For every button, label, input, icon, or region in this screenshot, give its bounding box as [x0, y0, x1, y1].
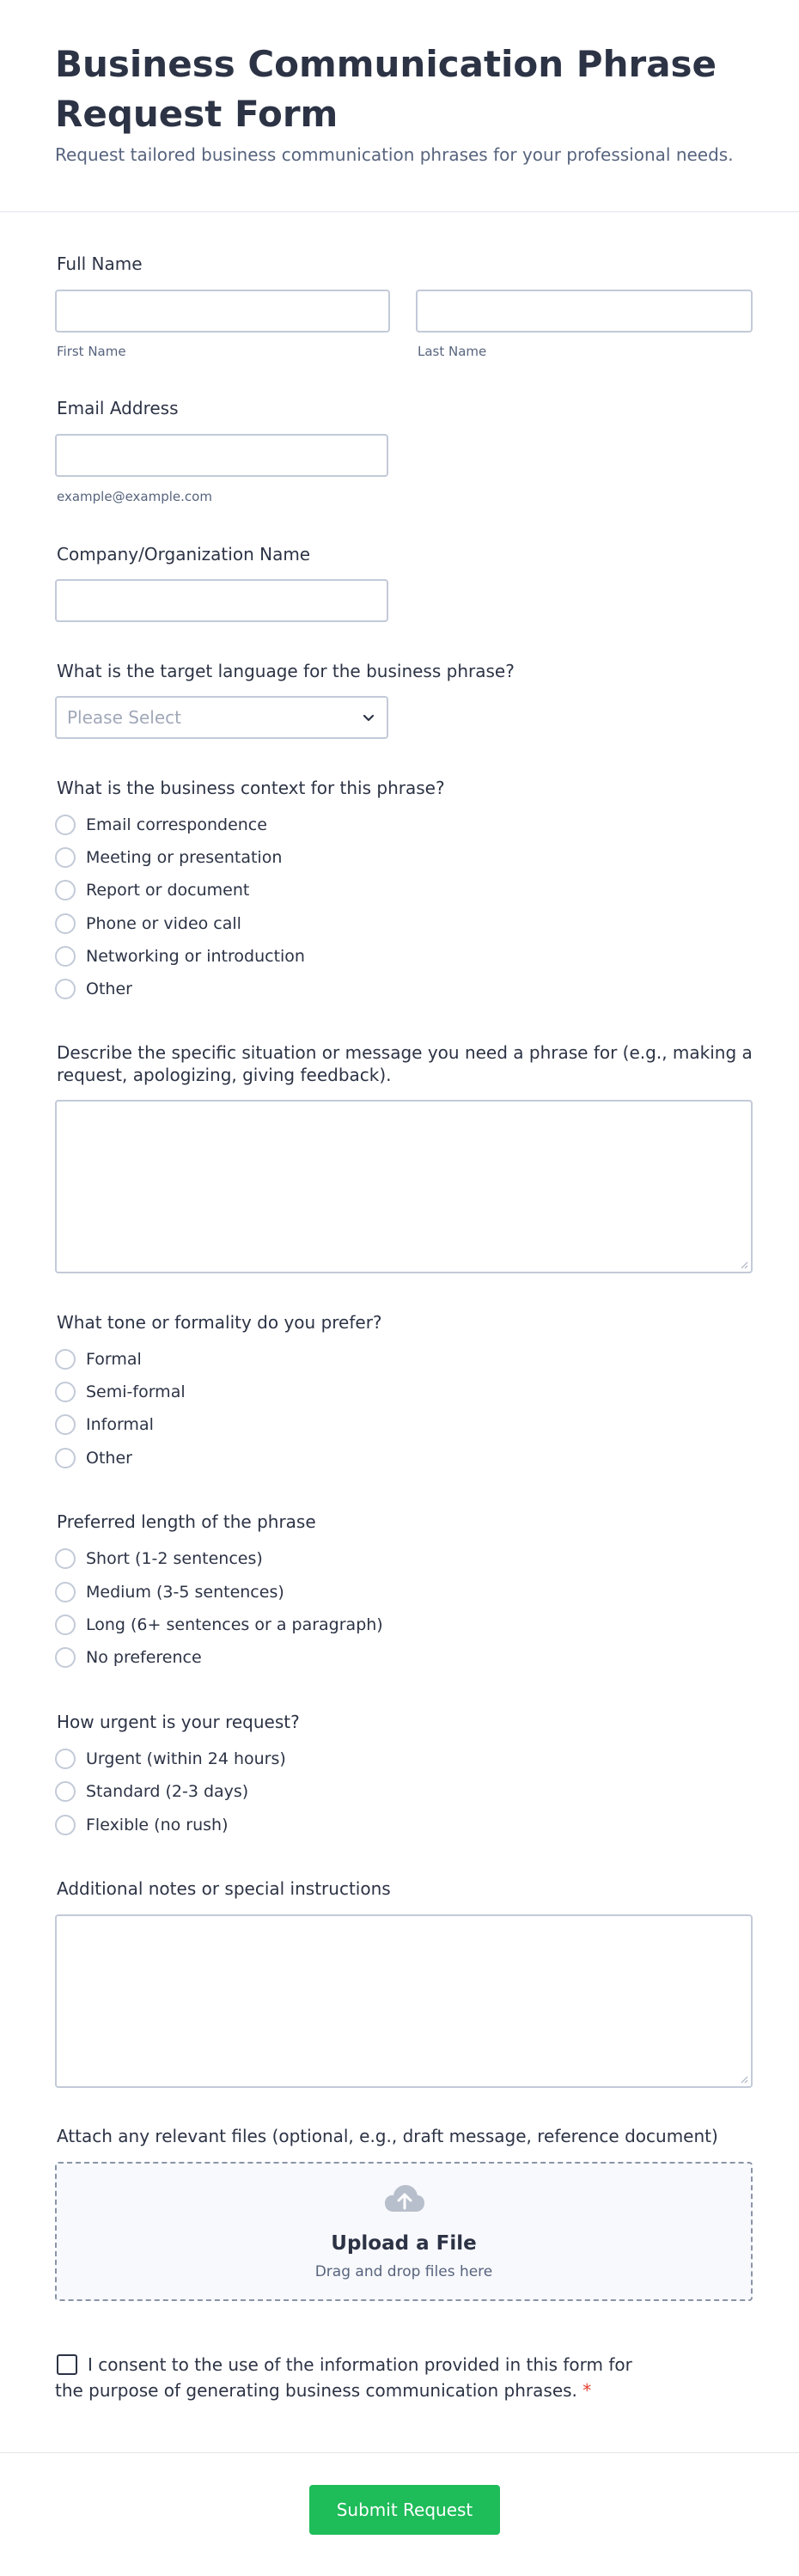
- radio-circle[interactable]: [55, 1382, 76, 1402]
- radio-label: Other: [86, 980, 132, 998]
- context-option-call[interactable]: [55, 912, 241, 936]
- radio-circle[interactable]: [55, 1414, 76, 1435]
- email-sublabel: example@example.com: [57, 489, 212, 504]
- urgency-label: How urgent is your request?: [57, 1712, 300, 1732]
- radio-label: Phone or video call: [86, 914, 241, 933]
- form-subtitle: Request tailored business communication phrases for your professional needs.: [55, 144, 734, 165]
- tone-option-formal[interactable]: [55, 1347, 142, 1371]
- file-upload-dropzone[interactable]: [55, 2162, 753, 2301]
- form-title: Business Communication Phrase Request Form: [55, 43, 717, 135]
- length-option-medium[interactable]: [55, 1580, 284, 1604]
- radio-label: Formal: [86, 1350, 142, 1369]
- resize-grip-icon[interactable]: [738, 2073, 748, 2084]
- radio-label: Semi-formal: [86, 1383, 186, 1401]
- tone-option-semi-formal[interactable]: [55, 1380, 186, 1404]
- radio-circle[interactable]: [55, 1582, 76, 1602]
- length-label: Preferred length of the phrase: [57, 1511, 316, 1532]
- attachments-label: Attach any relevant files (optional, e.g., draft message, reference document): [57, 2126, 718, 2146]
- context-option-email[interactable]: [55, 813, 267, 837]
- first-name-sublabel: First Name: [57, 344, 126, 359]
- radio-label: Email correspondence: [86, 815, 267, 834]
- submit-button[interactable]: Submit Request: [309, 2485, 500, 2535]
- chevron-down-icon: [361, 710, 376, 725]
- radio-label: Report or document: [86, 881, 250, 900]
- target-language-label: What is the target language for the business phrase?: [57, 661, 515, 681]
- consent-label: [55, 2352, 656, 2403]
- resize-grip-icon[interactable]: [738, 1259, 748, 1269]
- company-label: Company/Organization Name: [57, 544, 311, 565]
- radio-circle[interactable]: [55, 1349, 76, 1370]
- radio-label: Short (1-2 sentences): [86, 1549, 263, 1568]
- context-option-networking[interactable]: [55, 944, 305, 968]
- cloud-upload-icon: [383, 2182, 426, 2215]
- urgency-option-standard[interactable]: [55, 1779, 248, 1804]
- length-option-no-preference[interactable]: [55, 1645, 202, 1670]
- radio-label: Standard (2-3 days): [86, 1782, 249, 1801]
- radio-label: Medium (3-5 sentences): [86, 1583, 284, 1602]
- context-option-other[interactable]: [55, 977, 132, 1001]
- required-mark: *: [582, 2380, 592, 2401]
- tone-label: What tone or formality do you prefer?: [57, 1312, 382, 1333]
- radio-circle[interactable]: [55, 946, 76, 967]
- email-label: Email Address: [57, 398, 179, 418]
- last-name-sublabel: Last Name: [418, 344, 487, 359]
- header-divider: [0, 211, 799, 212]
- email-input[interactable]: [55, 434, 388, 477]
- consent-text: I consent to the use of the information provided in this form for the purpose of generating business communication phrases.: [55, 2354, 632, 2401]
- last-name-input[interactable]: [416, 290, 753, 333]
- radio-label: Long (6+ sentences or a paragraph): [86, 1615, 383, 1634]
- context-option-report[interactable]: [55, 878, 249, 902]
- company-input[interactable]: [55, 579, 388, 622]
- radio-label: Networking or introduction: [86, 947, 305, 966]
- radio-circle[interactable]: [55, 847, 76, 868]
- full-name-label: Full Name: [57, 253, 143, 274]
- radio-label: No preference: [86, 1648, 202, 1667]
- situation-textarea[interactable]: [55, 1100, 753, 1273]
- radio-circle[interactable]: [55, 1548, 76, 1569]
- radio-circle[interactable]: [55, 1815, 76, 1835]
- urgency-option-flexible[interactable]: [55, 1813, 228, 1837]
- length-option-long[interactable]: [55, 1613, 383, 1637]
- urgency-option-urgent[interactable]: [55, 1747, 286, 1771]
- tone-option-other[interactable]: [55, 1446, 132, 1470]
- context-option-meeting[interactable]: [55, 845, 282, 870]
- target-language-select[interactable]: [55, 696, 388, 739]
- radio-circle[interactable]: [55, 815, 76, 835]
- notes-textarea[interactable]: [55, 1914, 753, 2088]
- radio-circle[interactable]: [55, 1448, 76, 1468]
- target-language-selected: Please Select: [67, 707, 181, 728]
- radio-circle[interactable]: [55, 913, 76, 934]
- situation-label: Describe the specific situation or message you need a phrase for (e.g., making a request, apologizing, giving feedback).: [57, 1042, 753, 1085]
- upload-title: Upload a File: [331, 2232, 477, 2255]
- footer-divider: [0, 2452, 799, 2453]
- radio-circle[interactable]: [55, 1749, 76, 1769]
- length-option-short[interactable]: [55, 1547, 263, 1571]
- radio-circle[interactable]: [55, 1781, 76, 1802]
- business-context-label: What is the business context for this phrase?: [57, 778, 445, 798]
- radio-circle[interactable]: [55, 880, 76, 900]
- radio-circle[interactable]: [55, 979, 76, 999]
- radio-label: Meeting or presentation: [86, 848, 283, 867]
- notes-label: Additional notes or special instructions: [57, 1878, 391, 1899]
- radio-circle[interactable]: [55, 1647, 76, 1668]
- upload-subtitle: Drag and drop files here: [314, 2263, 493, 2280]
- radio-circle[interactable]: [55, 1615, 76, 1635]
- radio-label: Urgent (within 24 hours): [86, 1749, 286, 1768]
- radio-label: Informal: [86, 1415, 154, 1434]
- tone-option-informal[interactable]: [55, 1413, 154, 1437]
- radio-label: Other: [86, 1449, 132, 1468]
- radio-label: Flexible (no rush): [86, 1816, 229, 1834]
- first-name-input[interactable]: [55, 290, 390, 333]
